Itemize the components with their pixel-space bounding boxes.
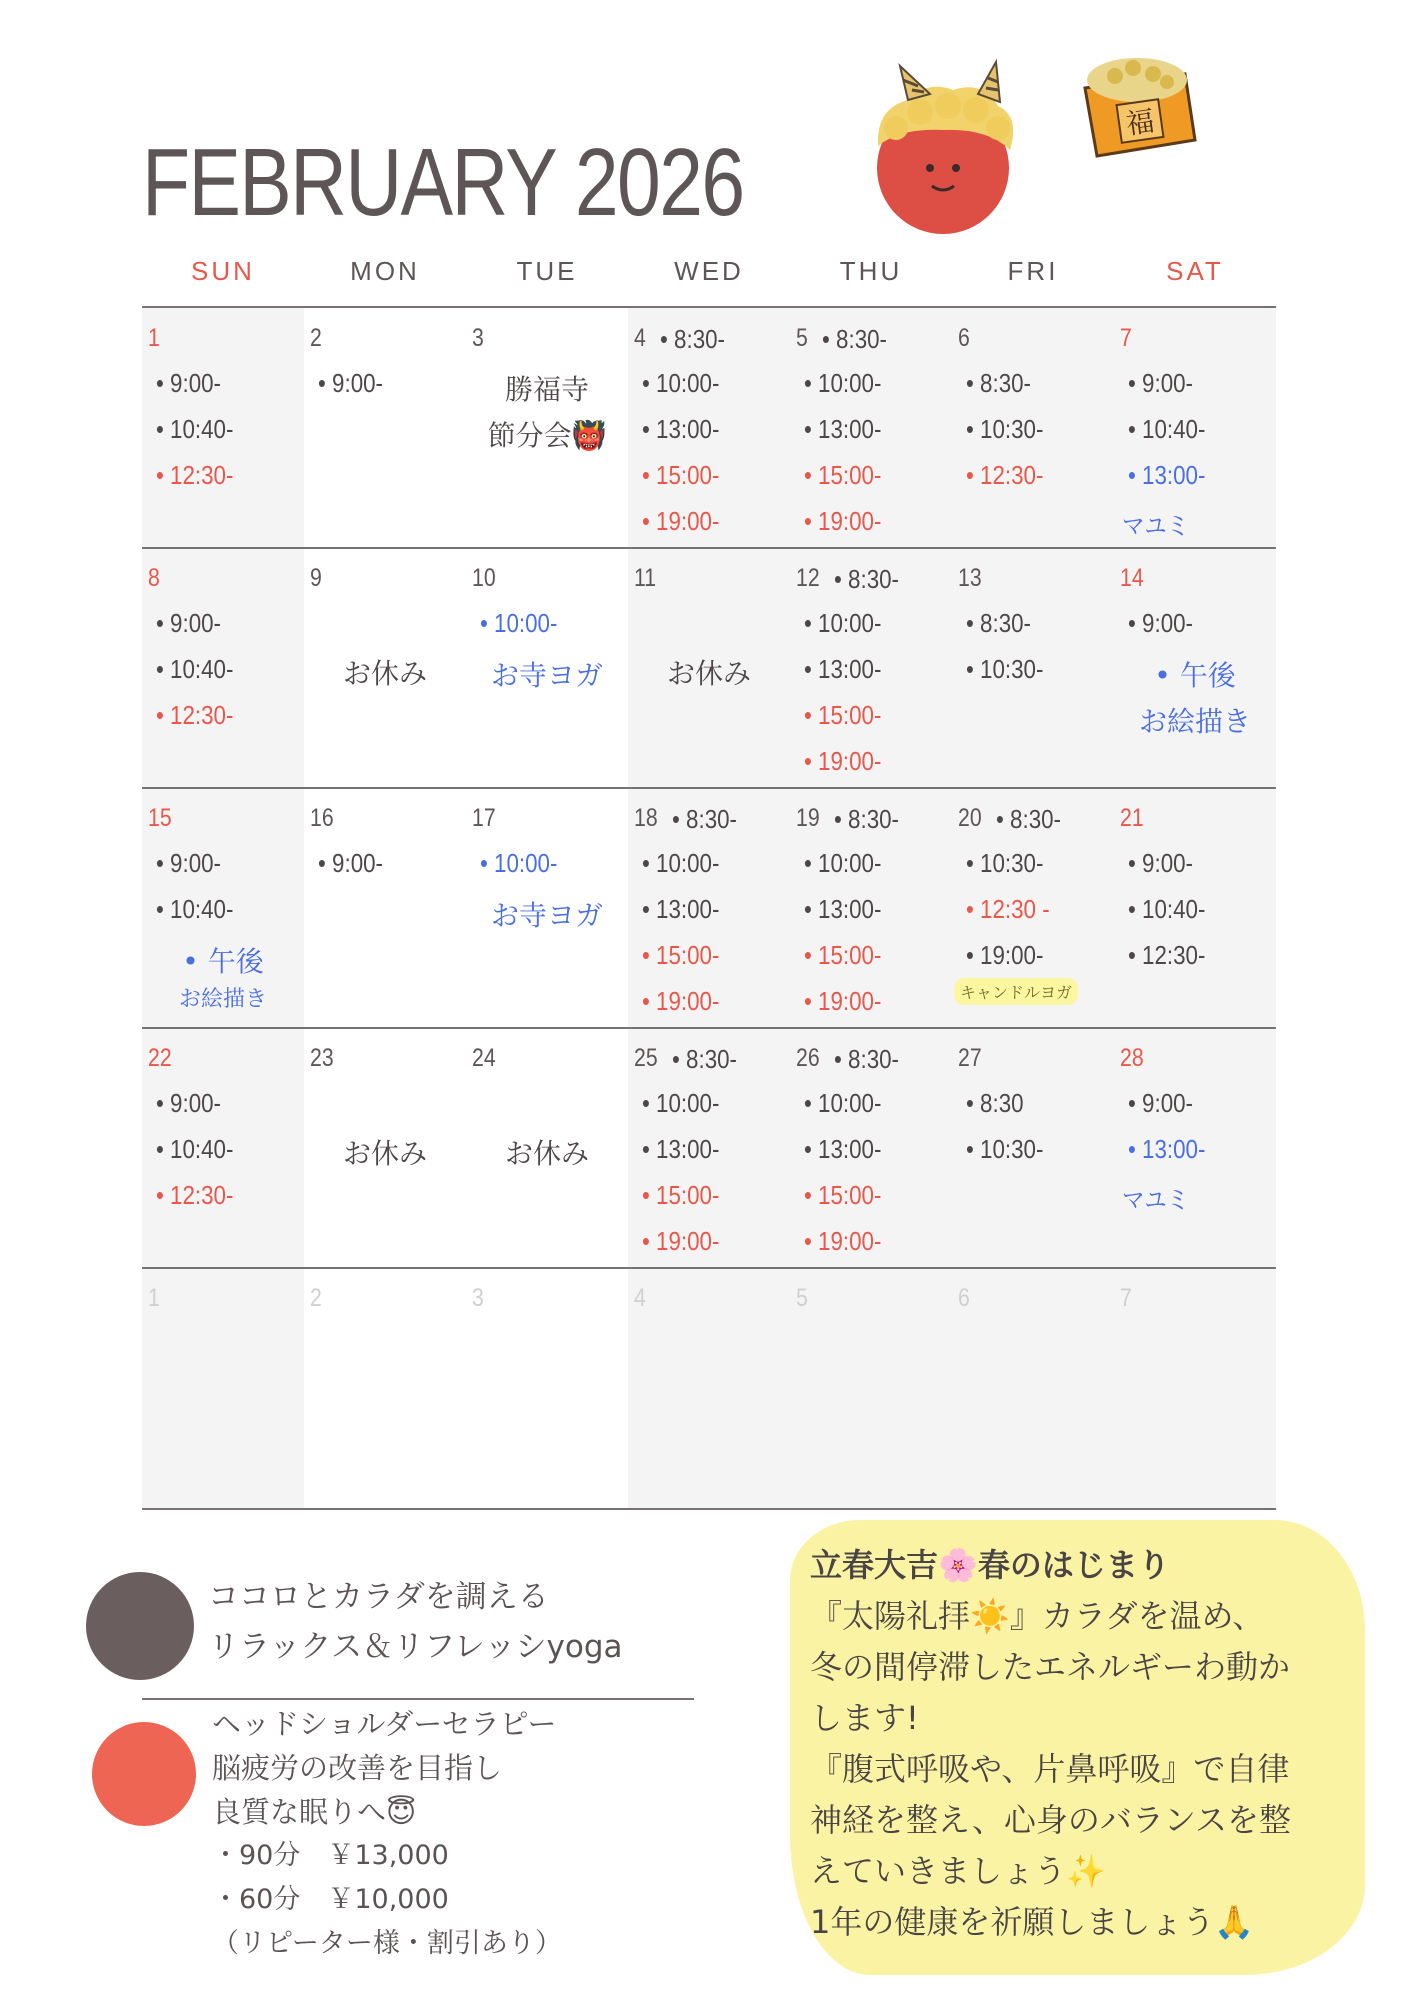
class-time: • 10:40- — [1128, 414, 1206, 444]
class-time: • 10:00- — [804, 608, 882, 638]
day-cell[interactable] — [952, 548, 1114, 788]
week-divider — [142, 787, 1276, 789]
class-time: • 10:30- — [966, 654, 1044, 684]
day-cell[interactable] — [1114, 308, 1276, 548]
day-note: お休み — [666, 657, 751, 690]
class-time: • 12:30- — [156, 700, 234, 730]
day-number: 14 — [1120, 564, 1144, 592]
class-time: • 15:00- — [804, 700, 882, 730]
class-time: • 19:00- — [642, 1226, 720, 1256]
message-line: 『太陽礼拝☀️』カラダを温め、 — [810, 1597, 1265, 1635]
day-number: 3 — [472, 1284, 484, 1312]
class-time: • 10:00- — [804, 1088, 882, 1118]
class-time: • 10:00- — [480, 608, 558, 638]
day-number: 10 — [472, 564, 496, 592]
legend-price-90: ・90分 ￥13,000 — [212, 1840, 449, 1871]
class-time: • 12:30- — [156, 460, 234, 490]
day-number: 1 — [148, 1284, 160, 1312]
class-time: • 19:00- — [804, 986, 882, 1016]
legend-price-60: ・60分 ￥10,000 — [212, 1884, 449, 1915]
day-number: 25 — [634, 1044, 658, 1072]
class-time: • 10:40- — [156, 894, 234, 924]
weekday-header — [142, 256, 1276, 296]
candle-yoga-label: キャンドルヨガ — [954, 978, 1078, 1005]
class-time: • 13:00- — [804, 894, 882, 924]
legend-dot-therapy — [92, 1722, 196, 1826]
class-time: • 15:00- — [642, 940, 720, 970]
day-number: 7 — [1120, 324, 1132, 352]
day-number: 17 — [472, 804, 496, 832]
class-time: • 13:00- — [642, 1134, 720, 1164]
class-time: • 9:00- — [156, 608, 222, 638]
class-time: • 9:00- — [318, 368, 384, 398]
day-number: 26 — [796, 1044, 820, 1072]
day-note: 節分会👹 — [487, 419, 607, 452]
class-time: • 13:00- — [1128, 460, 1206, 490]
day-number: 15 — [148, 804, 172, 832]
class-time: • 10:30- — [966, 1134, 1044, 1164]
class-time: • 12:30- — [156, 1180, 234, 1210]
message-line: 『腹式呼吸や、片鼻呼吸』で自律 — [810, 1750, 1290, 1788]
class-time: • 19:00- — [642, 506, 720, 536]
week-divider — [142, 1267, 1276, 1269]
message-line: 立春大吉🌸春のはじまり — [810, 1546, 1170, 1584]
class-time: • 15:00- — [804, 460, 882, 490]
temple-yoga-label: お寺ヨガ — [490, 659, 603, 692]
class-time: • 19:00- — [966, 940, 1044, 970]
day-number: 1 — [148, 324, 160, 352]
message-line: えていきましょう✨ — [810, 1852, 1106, 1890]
day-cell[interactable] — [142, 1268, 304, 1508]
day-cell[interactable] — [952, 1028, 1114, 1268]
day-number: 13 — [958, 564, 982, 592]
class-time: • 9:00- — [156, 1088, 222, 1118]
class-time: • 13:00- — [642, 414, 720, 444]
day-cell[interactable] — [790, 308, 952, 548]
class-time: • 10:00- — [804, 848, 882, 878]
class-time: • 19:00- — [642, 986, 720, 1016]
day-number: 27 — [958, 1044, 982, 1072]
dow-sun: SUN — [191, 256, 255, 286]
day-cell[interactable] — [1114, 548, 1276, 788]
day-number: 8 — [148, 564, 160, 592]
class-time: • 12:30- — [1128, 940, 1206, 970]
afternoon-label: • 午後 — [1154, 659, 1236, 692]
day-cell[interactable] — [142, 788, 304, 1028]
day-number: 21 — [1120, 804, 1144, 832]
day-number: 19 — [796, 804, 820, 832]
day-cell[interactable] — [952, 1268, 1114, 1508]
class-time: • 13:00- — [804, 1134, 882, 1164]
message-line: 1年の健康を祈願しましょう🙏 — [810, 1903, 1255, 1941]
day-note: 勝福寺 — [504, 373, 589, 406]
day-number: 3 — [472, 324, 484, 352]
calendar-bottom-rule — [142, 1508, 1276, 1510]
day-number: 12 — [796, 564, 820, 592]
class-time: • 13:00- — [804, 414, 882, 444]
class-time: • 9:00- — [1128, 848, 1194, 878]
day-cell[interactable] — [952, 788, 1114, 1028]
day-number: 18 — [634, 804, 658, 832]
class-time: • 8:30- — [966, 368, 1032, 398]
class-time: • 8:30- — [822, 324, 888, 354]
class-time: • 10:40- — [1128, 894, 1206, 924]
day-cell[interactable] — [628, 308, 790, 548]
class-time: • 8:30 — [966, 1088, 1024, 1118]
day-cell[interactable] — [1114, 1028, 1276, 1268]
day-number: 2 — [310, 324, 322, 352]
class-time: マユミ — [1122, 511, 1190, 541]
legend-yoga — [208, 1572, 623, 1672]
day-cell[interactable] — [790, 788, 952, 1028]
class-time: • 10:00- — [642, 368, 720, 398]
day-number: 28 — [1120, 1044, 1144, 1072]
drawing-label: お絵描き — [178, 987, 267, 1012]
day-cell[interactable] — [790, 548, 952, 788]
day-number: 7 — [1120, 1284, 1132, 1312]
class-time: • 13:00- — [804, 654, 882, 684]
day-cell[interactable] — [1114, 1268, 1276, 1508]
dow-tue: TUE — [516, 256, 578, 286]
class-time: • 10:40- — [156, 414, 234, 444]
calendar-grid — [142, 306, 1276, 1512]
class-time: • 10:40- — [156, 654, 234, 684]
legend-dot-yoga — [86, 1572, 194, 1680]
legend-yoga-line2: リラックス＆リフレッシyoga — [208, 1629, 623, 1665]
day-cell[interactable] — [628, 788, 790, 1028]
day-cell[interactable] — [790, 1268, 952, 1508]
drawing-label: お絵描き — [1138, 705, 1251, 738]
dow-sat: SAT — [1166, 256, 1224, 286]
day-number: 5 — [796, 324, 808, 352]
day-cell[interactable] — [142, 1028, 304, 1268]
class-time: • 10:00- — [642, 1088, 720, 1118]
class-time: • 9:00- — [1128, 608, 1194, 638]
class-time: • 10:40- — [156, 1134, 234, 1164]
afternoon-label: • 午後 — [182, 945, 264, 978]
class-time: • 8:30- — [966, 608, 1032, 638]
day-number: 22 — [148, 1044, 172, 1072]
day-cell[interactable] — [304, 788, 466, 1028]
class-time: • 8:30- — [660, 324, 726, 354]
day-number: 2 — [310, 1284, 322, 1312]
temple-yoga-label: お寺ヨガ — [490, 899, 603, 932]
day-number: 11 — [634, 564, 657, 592]
legend-yoga-line1: ココロとカラダを調える — [208, 1579, 549, 1615]
day-cell[interactable] — [628, 1268, 790, 1508]
message-line: 冬の間停滞したエネルギーわ動か — [810, 1648, 1291, 1686]
day-cell[interactable] — [790, 1028, 952, 1268]
class-time: • 9:00- — [156, 848, 222, 878]
page-title: FEBRUARY 2026 — [142, 129, 744, 236]
message-line: 神経を整え、心身のバランスを整 — [810, 1801, 1291, 1839]
class-time: • 13:00- — [1128, 1134, 1206, 1164]
class-time: • 15:00- — [642, 460, 720, 490]
class-time: • 19:00- — [804, 1226, 882, 1256]
day-number: 6 — [958, 324, 970, 352]
day-cell[interactable] — [466, 1268, 628, 1508]
day-cell[interactable] — [466, 308, 628, 548]
dow-wed: WED — [674, 256, 744, 286]
class-time: • 19:00- — [804, 746, 882, 776]
legend-therapy-line1: ヘッドショルダーセラピー — [212, 1707, 557, 1741]
day-cell[interactable] — [952, 308, 1114, 548]
message-line: します! — [810, 1699, 919, 1737]
class-time: • 8:30- — [996, 804, 1062, 834]
day-cell[interactable] — [304, 308, 466, 548]
day-cell[interactable] — [466, 548, 628, 788]
day-number: 9 — [310, 564, 322, 592]
message-note — [810, 1540, 1370, 1948]
day-cell[interactable] — [304, 1028, 466, 1268]
class-time: • 8:30- — [834, 804, 900, 834]
day-cell[interactable] — [142, 308, 304, 548]
class-time: • 9:00- — [156, 368, 222, 398]
class-time: • 12:30 - — [966, 894, 1050, 924]
day-number: 23 — [310, 1044, 334, 1072]
day-cell[interactable] — [304, 1268, 466, 1508]
svg-text:福: 福 — [1124, 104, 1157, 141]
legend-therapy — [212, 1702, 562, 1966]
day-cell[interactable] — [1114, 788, 1276, 1028]
day-note: お休み — [342, 657, 427, 690]
day-number: 16 — [310, 804, 334, 832]
class-time: • 10:00- — [642, 848, 720, 878]
fuku-bean-box-illustration — [1075, 48, 1205, 168]
dow-mon: MON — [350, 256, 420, 286]
day-cell[interactable] — [628, 548, 790, 788]
week-divider — [142, 1027, 1276, 1029]
day-number: 4 — [634, 1284, 646, 1312]
week-divider — [142, 547, 1276, 549]
class-time: • 10:00- — [480, 848, 558, 878]
legend-repeater-note: （リピーター様・割引あり） — [212, 1928, 562, 1959]
day-cell[interactable] — [466, 788, 628, 1028]
dow-thu: THU — [839, 256, 903, 286]
class-time: • 9:00- — [318, 848, 384, 878]
oni-demon-illustration — [838, 58, 1048, 238]
class-time: • 12:30- — [966, 460, 1044, 490]
legend-therapy-line3: 良質な眠りへ😇 — [212, 1795, 417, 1829]
day-cell[interactable] — [304, 548, 466, 788]
day-cell[interactable] — [142, 548, 304, 788]
dow-fri: FRI — [1007, 256, 1059, 286]
day-cell[interactable] — [466, 1028, 628, 1268]
class-time: • 9:00- — [1128, 368, 1194, 398]
legend-therapy-line2: 脳疲労の改善を目指し — [212, 1751, 503, 1785]
class-time: • 8:30- — [672, 804, 738, 834]
class-time: • 8:30- — [834, 1044, 900, 1074]
class-time: • 10:30- — [966, 414, 1044, 444]
day-number: 4 — [634, 324, 646, 352]
class-time: • 8:30- — [672, 1044, 738, 1074]
class-time: • 15:00- — [642, 1180, 720, 1210]
class-time: • 8:30- — [834, 564, 900, 594]
day-note: お休み — [342, 1137, 427, 1170]
day-note: お休み — [504, 1137, 589, 1170]
class-time: • 9:00- — [1128, 1088, 1194, 1118]
class-time: • 15:00- — [804, 940, 882, 970]
class-time: • 19:00- — [804, 506, 882, 536]
day-cell[interactable] — [628, 1028, 790, 1268]
day-number: 20 — [958, 804, 982, 832]
day-number: 24 — [472, 1044, 496, 1072]
day-number: 6 — [958, 1284, 970, 1312]
class-time: • 10:30- — [966, 848, 1044, 878]
class-time: • 13:00- — [642, 894, 720, 924]
class-time: • 10:00- — [804, 368, 882, 398]
class-time: • 15:00- — [804, 1180, 882, 1210]
legend-divider — [142, 1698, 694, 1700]
class-time: マユミ — [1122, 1185, 1190, 1215]
day-number: 5 — [796, 1284, 808, 1312]
